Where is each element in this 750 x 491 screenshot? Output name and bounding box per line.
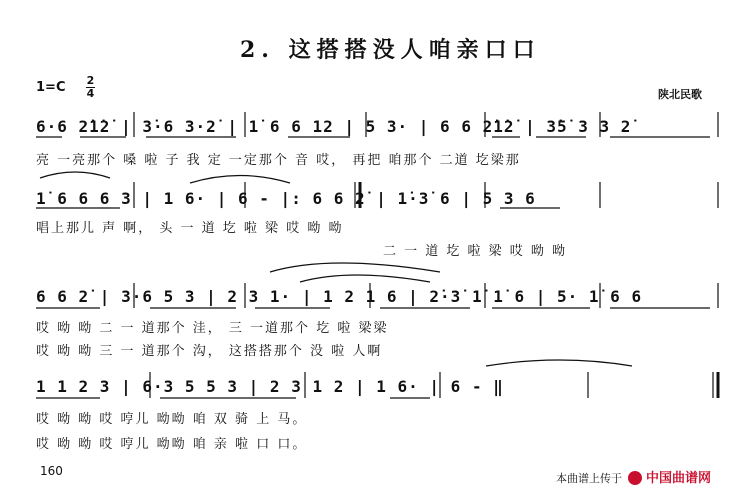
- notation-line-3: 6 6 2̇ | 3·6 5 3 | 2 3 1· | 1 2 1 6 | 2̇·3̇ 1̇ 1̇ 6 | 5· 1̇ 6 6: [36, 287, 643, 306]
- time-signature-bottom: 4: [86, 87, 95, 100]
- song-source: 陕北民歌: [658, 88, 702, 101]
- footer-text: 本曲谱上传于: [556, 472, 622, 485]
- footer-brand: 中国曲谱网: [646, 471, 712, 486]
- lyrics-line-3-verse-1: 哎 呦 呦 二 一 道那个 洼， 三 一道那个 圪 啦 梁梁: [36, 321, 389, 336]
- key-signature: 1=C: [36, 80, 66, 95]
- lyrics-line-4-verse-1: 哎 呦 呦 哎 哼儿 呦呦 咱 双 骑 上 马。: [36, 412, 308, 427]
- page-number: 160: [40, 464, 63, 478]
- song-title: 2. 这搭搭没人咱亲口口: [240, 37, 541, 63]
- lyrics-line-2-verse-2: 二 一 道 圪 啦 梁 哎 呦 呦: [383, 244, 568, 259]
- lyrics-line-3-verse-2: 哎 呦 呦 三 一 道那个 沟， 这搭搭那个 没 啦 人啊: [36, 344, 383, 359]
- time-signature-top: 2: [86, 74, 95, 87]
- lyrics-line-4-verse-2: 哎 呦 呦 哎 哼儿 呦呦 咱 亲 啦 口 口。: [36, 437, 308, 452]
- notation-line-4: 1 1 2 3 | 6·3 5 5 3 | 2 3 1 2 | 1 6· | 6 - ‖: [36, 377, 504, 396]
- notation-line-2: 1̇ 6 6 6 3 | 1 6· | 6 - |: 6 6 2̇ | 1̇·3̇ 6 | 5 3 6: [36, 189, 536, 208]
- lyrics-line-1: 亮 一亮那个 嗓 啦 子 我 定 一定那个 音 哎， 再把 咱那个 二道 圪梁那: [36, 153, 521, 168]
- lyrics-line-2-verse-1: 唱上那儿 声 啊， 头 一 道 圪 啦 梁 哎 呦 呦: [36, 221, 344, 236]
- notation-line-1: 6·6 2̇1̇2̇ | 3̇·6 3·2̇ | 1̇ 6 6 12 | 5 3· | 6 6 2̇1̇2̇ | 3̇5̇ 3 3 2̇: [36, 117, 632, 136]
